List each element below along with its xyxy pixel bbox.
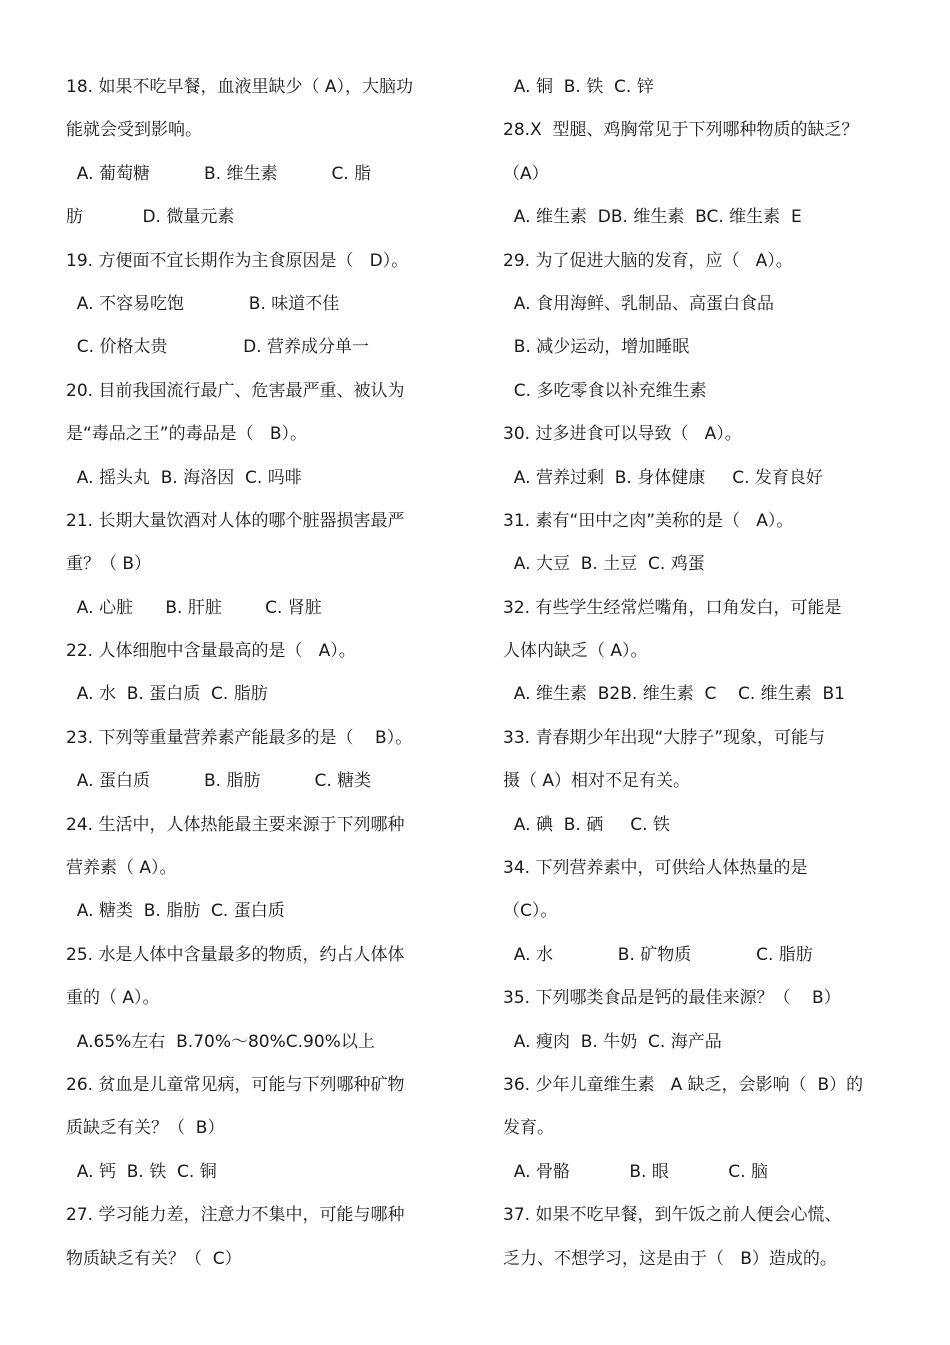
right-column-line: 34. 下列营养素中，可供给人体热量的是	[503, 858, 808, 879]
right-column-line: 35. 下列哪类食品是钙的最佳来源？（ B）	[503, 988, 841, 1009]
left-column-line: A. 心脏 B. 肝脏 C. 肾脏	[66, 597, 322, 618]
left-column-line: 18. 如果不吃早餐，血液里缺少（ A），大脑功	[66, 77, 413, 97]
right-column-line: 乏力、不想学习，这是由于（ B）造成的。	[503, 1248, 837, 1269]
right-column-line: 33. 青春期少年出现“大脖子”现象，可能与	[503, 727, 826, 748]
right-column-line: 31. 素有“田中之肉”美称的是（ A）。	[503, 510, 794, 531]
left-column-line: 21. 长期大量饮酒对人体的哪个脏器损害最严	[66, 510, 405, 531]
left-column-line: 重？（ B）	[66, 554, 152, 575]
left-column-line: C. 价格太贵 D. 营养成分单一	[66, 337, 370, 358]
right-column-line: A. 食用海鲜、乳制品、高蛋白食品	[503, 293, 774, 314]
left-column-line: 20. 目前我国流行最广、危害最严重、被认为	[66, 380, 405, 401]
right-column-line: B. 减少运动，增加睡眠	[503, 337, 690, 358]
right-column-line: A. 瘦肉 B. 牛奶 C. 海产品	[503, 1031, 722, 1052]
right-column-line: A. 铜 B. 铁 C. 锌	[503, 77, 654, 97]
right-column-line: （C）。	[503, 901, 558, 922]
right-column-line: 30. 过多进食可以导致（ A）。	[503, 424, 742, 445]
left-column-line: 肪 D. 微量元素	[66, 207, 235, 228]
left-column-line: 25. 水是人体中含量最多的物质，约占人体体	[66, 944, 405, 965]
right-column-line: 28.X 型腿、鸡胸常见于下列哪种物质的缺乏？	[503, 120, 859, 141]
left-column-line: 是“毒品之王”的毒品是（ B）。	[66, 424, 307, 445]
right-column-line: 36. 少年儿童维生素 A 缺乏，会影响（ B）的	[503, 1074, 864, 1095]
right-column-line: A. 大豆 B. 土豆 C. 鸡蛋	[503, 554, 705, 575]
right-column-line: 37. 如果不吃早餐，到午饭之前人便会心慌、	[503, 1205, 842, 1226]
right-column-line: C. 多吃零食以补充维生素	[503, 380, 707, 401]
left-column-line: 22. 人体细胞中含量最高的是（ A）。	[66, 641, 356, 662]
left-column-line: A. 水 B. 蛋白质 C. 脂肪	[66, 684, 268, 705]
left-column-line: 重的（ A）。	[66, 988, 160, 1009]
left-column-line: A. 摇头丸 B. 海洛因 C. 吗啡	[66, 467, 302, 488]
left-column-line: A.65%左右 B.70%～80%C.90%以上	[66, 1031, 375, 1052]
right-column-line: A. 碘 B. 硒 C. 铁	[503, 814, 670, 835]
left-column-line: 营养素（ A）。	[66, 858, 177, 879]
left-column-line: A. 不容易吃饱 B. 味道不佳	[66, 293, 340, 314]
left-column-line: A. 蛋白质 B. 脂肪 C. 糖类	[66, 771, 372, 792]
left-column-line: A. 糖类 B. 脂肪 C. 蛋白质	[66, 901, 285, 922]
right-column-line: 人体内缺乏（ A）。	[503, 641, 648, 662]
right-column-line: 32. 有些学生经常烂嘴角，口角发白，可能是	[503, 597, 842, 618]
right-column-line: A. 维生素 B2B. 维生素 C C. 维生素 B1	[503, 684, 845, 705]
right-column-line: 发育。	[503, 1118, 554, 1139]
right-column-line: A. 骨骼 B. 眼 C. 脑	[503, 1161, 768, 1182]
left-column-line: 物质缺乏有关？（ C）	[66, 1248, 242, 1269]
left-column-line: 26. 贫血是儿童常见病，可能与下列哪种矿物	[66, 1074, 405, 1095]
right-column-line: （A）	[503, 163, 549, 184]
left-column-line: 24. 生活中，人体热能最主要来源于下列哪种	[66, 814, 405, 835]
left-column-line: A. 葡萄糖 B. 维生素 C. 脂	[66, 163, 372, 184]
right-column-line: A. 水 B. 矿物质 C. 脂肪	[503, 944, 813, 965]
right-column	[503, 66, 903, 1281]
left-column-line: 能就会受到影响。	[66, 120, 202, 141]
right-column-line: A. 维生素 DB. 维生素 BC. 维生素 E	[503, 207, 802, 228]
left-column-line: 19. 方便面不宜长期作为主食原因是（ D）。	[66, 250, 409, 271]
left-column-line: A. 钙 B. 铁 C. 铜	[66, 1161, 217, 1182]
left-column	[66, 66, 446, 1281]
left-column-line: 27. 学习能力差，注意力不集中，可能与哪种	[66, 1205, 405, 1226]
left-column-line: 23. 下列等重量营养素产能最多的是（ B）。	[66, 727, 413, 748]
right-column-line: 摄（ A）相对不足有关。	[503, 771, 691, 792]
right-column-line: 29. 为了促进大脑的发育，应（ A）。	[503, 250, 793, 271]
left-column-line: 质缺乏有关？（ B）	[66, 1118, 225, 1139]
right-column-line: A. 营养过剩 B. 身体健康 C. 发育良好	[503, 467, 823, 488]
